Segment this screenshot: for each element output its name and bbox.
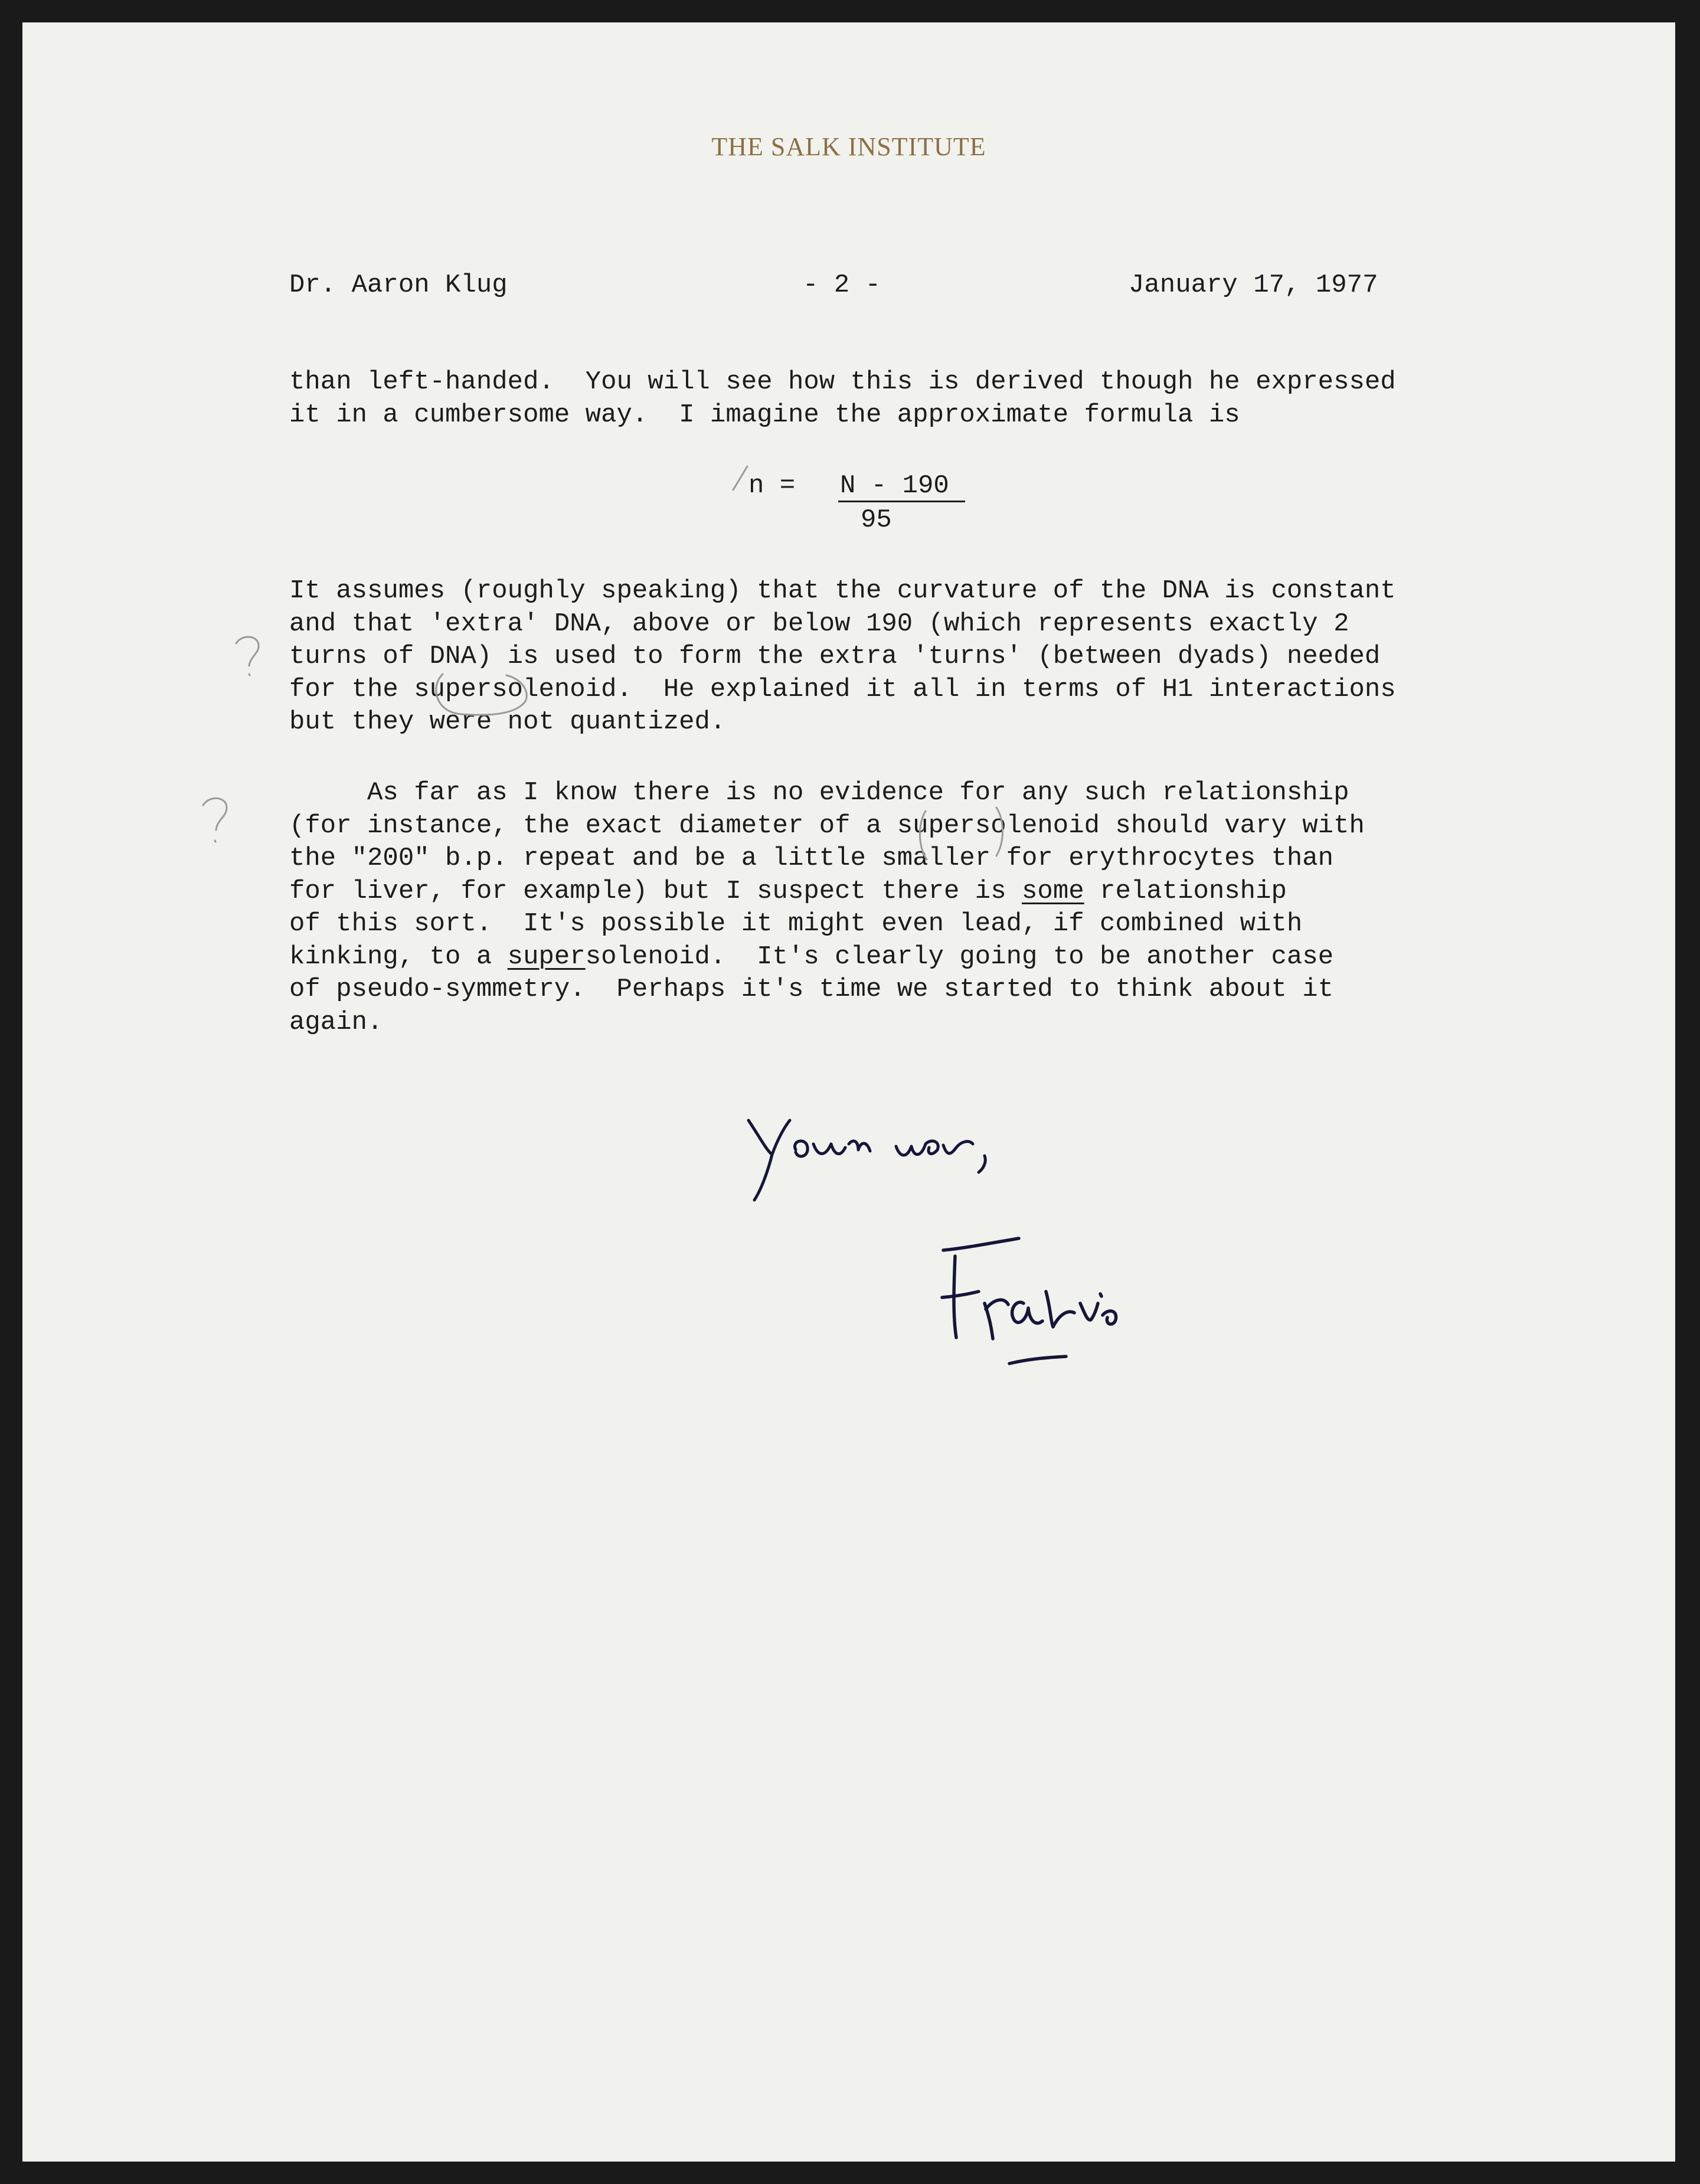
letter-page [22,22,1675,2162]
letterhead: THE SALK INSTITUTE [711,132,986,161]
right-paren-mark [996,807,1003,856]
left-paren-mark [920,811,927,859]
p3-line-8: again. [289,1007,383,1037]
super-circle-mark [436,674,527,715]
paragraph-1: than left-handed. You will see how this is derived though he expressed it in a cumbersome way. I imagine the approximate formula is [289,367,1396,430]
closing-handwriting [737,1103,1044,1209]
p3-line-4b: relationship [1084,876,1287,906]
p3-line-6b: solenoid. It's clearly going to be another case [585,941,1334,972]
question-mark-1 [236,637,259,675]
underlined-some: some [1022,876,1084,906]
p3-line-7: of pseudo-symmetry. Perhaps it's time we started to think about it [289,975,1334,1004]
letter-date: January 17, 1977 [1129,270,1378,300]
p3-line-2: (for instance, the exact diameter of a supersolenoid should vary with [289,810,1365,841]
question-mark-2 [203,798,227,842]
formula-lhs: n = [748,471,796,501]
p3-line-4a: for liver, for example) but I suspect there is [289,876,1022,906]
underlined-super: super [507,941,586,972]
p3-line-3: the "200" b.p. repeat and be a little smaller for erythrocytes than [289,843,1334,873]
paragraph-2: It assumes (roughly speaking) that the curvature of the DNA is constant and that 'extra' DNA, above or below 190 (which represents exactly 2 turns of DNA) is used to form the extra 'turns' (between dyads) needed for the supersolenoid. He explained it all in terms of H1 interactions but they were not quantized. [289,576,1396,737]
formula-slash-mark [733,466,747,490]
p3-line-5: of this sort. It's possible it might even lead, if combined with [289,909,1303,939]
pencil-annotations [22,22,1675,2162]
p3-line-6a: kinking, to a [289,941,508,972]
p3-line-1: As far as I know there is no evidence for any such relationship [289,778,1349,807]
recipient-name: Dr. Aaron Klug [289,270,508,300]
formula-denominator: 95 [861,505,892,535]
page-number: - 2 - [803,270,881,300]
signature-francis [920,1232,1156,1368]
formula-numerator: N - 190 [840,471,949,501]
